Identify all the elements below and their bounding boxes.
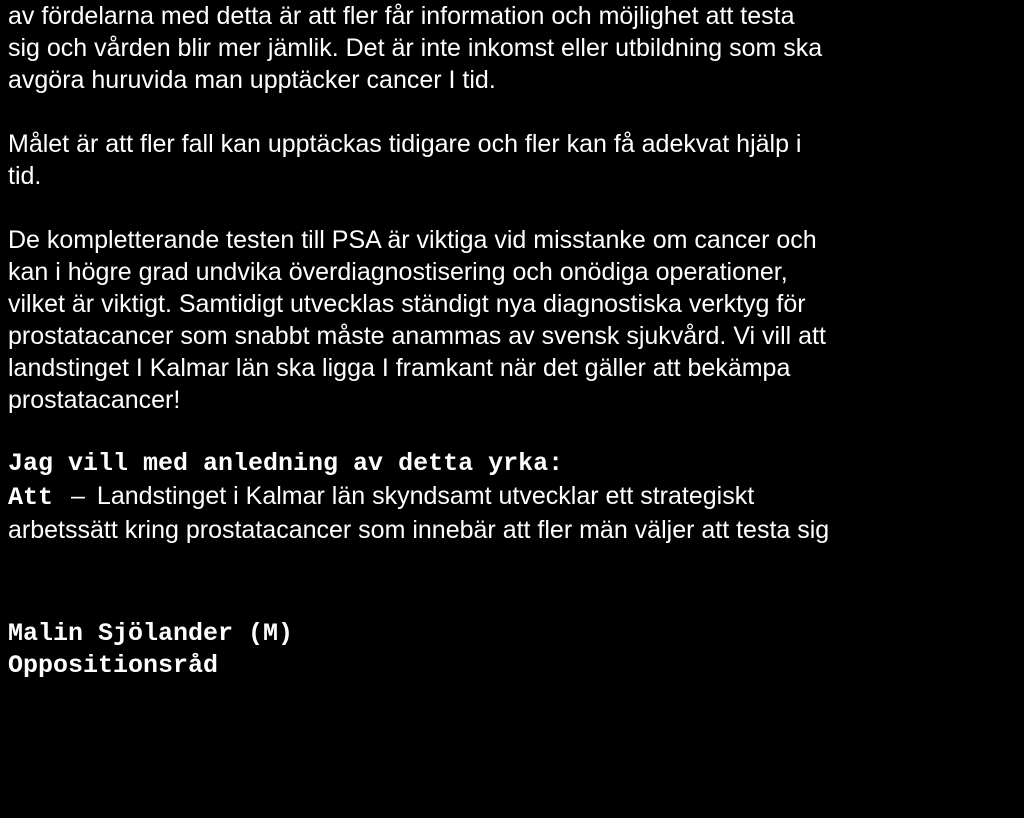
paragraph-spacer (8, 96, 1020, 128)
text-line: landstinget I Kalmar län ska ligga I framkant när det gäller att bekämpa (8, 354, 791, 382)
paragraph-goal (8, 128, 1020, 192)
text-line: avgöra huruvida man upptäcker cancer I tid. (8, 66, 496, 94)
text-line: tid. (8, 162, 42, 190)
text-line: prostatacancer! (8, 386, 181, 414)
demand-text-line2: arbetssätt kring prostatacancer som innebär att fler män väljer att testa sig (8, 516, 830, 544)
signature-title: Oppositionsråd (8, 651, 219, 680)
demand-section (8, 448, 1020, 546)
paragraph-spacer (8, 416, 1020, 448)
text-line: prostatacancer som snabbt måste anammas av svensk sjukvård. Vi vill att (8, 322, 826, 350)
text-line: sig och vården blir mer jämlik. Det är inte inkomst eller utbildning som ska (8, 34, 823, 62)
text-line: Målet är att fler fall kan upptäckas tidigare och fler kan få adekvat hjälp i (8, 130, 802, 158)
paragraph-benefits (8, 0, 1020, 96)
text-line: kan i högre grad undvika överdiagnostisering och onödiga operationer, (8, 258, 788, 286)
demand-heading: Jag vill med anledning av detta yrka: (8, 449, 564, 478)
signature-spacer (8, 546, 1020, 618)
document-page (8, 0, 1020, 682)
demand-text-line1: Landstinget i Kalmar län skyndsamt utvecklar ett strategiskt (96, 482, 755, 510)
signature-block (8, 618, 1020, 682)
demand-item (8, 480, 1020, 514)
demand-label: Att (8, 483, 54, 512)
demand-dash: – (71, 482, 85, 510)
signature-name: Malin Sjölander (M) (8, 619, 294, 648)
paragraph-spacer (8, 192, 1020, 224)
text-line: vilket är viktigt. Samtidigt utvecklas ständigt nya diagnostiska verktyg för (8, 290, 806, 318)
text-line: De kompletterande testen till PSA är viktiga vid misstanke om cancer och (8, 226, 817, 254)
text-line: av fördelarna med detta är att fler får information och möjlighet att testa (8, 2, 795, 30)
paragraph-tests (8, 224, 1020, 416)
